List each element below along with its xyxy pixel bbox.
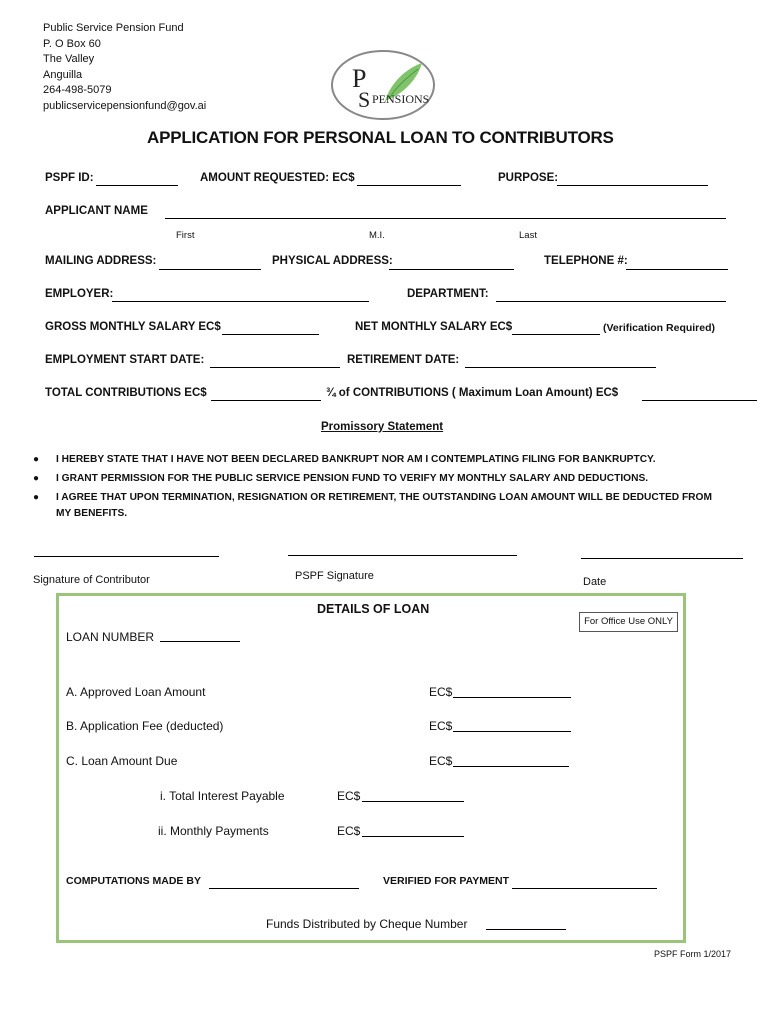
department-field[interactable] — [496, 301, 726, 302]
physical-address-field[interactable] — [389, 269, 514, 270]
first-name-caption: First — [176, 230, 195, 241]
cheque-number-field[interactable] — [486, 929, 566, 930]
mailing-address-field[interactable] — [159, 269, 261, 270]
bullet-icon: ● — [33, 454, 40, 465]
date-field[interactable] — [581, 558, 743, 559]
svg-text:PENSIONS: PENSIONS — [372, 92, 430, 106]
department-label: DEPARTMENT: — [407, 288, 489, 300]
total-contributions-label: TOTAL CONTRIBUTIONS EC$ — [45, 387, 207, 399]
employer-label: EMPLOYER: — [45, 288, 114, 300]
monthly-currency: EC$ — [337, 824, 361, 838]
address-line: Anguilla — [43, 68, 83, 81]
loan-amount-due-label: C. Loan Amount Due — [66, 754, 178, 768]
max-loan-label: ¾ of CONTRIBUTIONS ( Maximum Loan Amount) EC$ — [326, 387, 619, 399]
details-heading: DETAILS OF LOAN — [317, 602, 430, 616]
approved-amount-label: A. Approved Loan Amount — [66, 685, 206, 699]
address-line: P. O Box 60 — [43, 37, 101, 50]
start-date-field[interactable] — [210, 367, 340, 368]
purpose-field[interactable] — [557, 185, 708, 186]
gross-salary-field[interactable] — [222, 334, 319, 335]
promissory-item-continued: MY BENEFITS. — [56, 508, 128, 519]
address-line: 264-498-5079 — [43, 84, 112, 96]
fee-currency: EC$ — [429, 719, 453, 733]
max-loan-field[interactable] — [642, 400, 757, 401]
physical-address-label: PHYSICAL ADDRESS: — [272, 255, 393, 267]
employer-field[interactable] — [112, 301, 369, 302]
pspf-id-field[interactable] — [96, 185, 178, 186]
bullet-icon: ● — [33, 492, 40, 503]
approved-currency: EC$ — [429, 685, 453, 699]
telephone-field[interactable] — [626, 269, 728, 270]
approved-amount-field[interactable] — [453, 697, 571, 698]
monthly-payments-field[interactable] — [362, 836, 464, 837]
form-number: PSPF Form 1/2017 — [654, 949, 732, 959]
contributor-signature-field[interactable] — [34, 556, 219, 557]
svg-text:S: S — [358, 87, 371, 112]
address-line: Public Service Pension Fund — [43, 22, 184, 34]
pspf-signature-label: PSPF Signature — [295, 570, 374, 582]
applicant-name-field[interactable] — [165, 218, 726, 219]
cheque-number-label: Funds Distributed by Cheque Number — [266, 917, 468, 931]
total-interest-label: i. Total Interest Payable — [160, 789, 285, 803]
promissory-item: I AGREE THAT UPON TERMINATION, RESIGNATION OR RETIREMENT, THE OUTSTANDING LOAN AMOUNT WILL BE DEDUCTED FROM — [56, 492, 712, 503]
page-title: APPLICATION FOR PERSONAL LOAN TO CONTRIBUTORS — [147, 128, 614, 147]
details-of-loan-box — [56, 593, 686, 943]
address-block — [43, 21, 206, 114]
total-contributions-field[interactable] — [211, 400, 321, 401]
pspf-id-label: PSPF ID: — [45, 172, 94, 184]
verified-field[interactable] — [512, 888, 657, 889]
retirement-date-field[interactable] — [465, 367, 656, 368]
amount-requested-label: AMOUNT REQUESTED: EC$ — [200, 172, 355, 184]
last-name-caption: Last — [519, 230, 537, 241]
telephone-label: TELEPHONE #: — [544, 255, 628, 267]
amount-requested-field[interactable] — [357, 185, 461, 186]
due-currency: EC$ — [429, 754, 453, 768]
date-label: Date — [583, 576, 607, 588]
retirement-date-label: RETIREMENT DATE: — [347, 354, 460, 366]
applicant-name-label: APPLICANT NAME — [45, 205, 148, 217]
bullet-icon: ● — [33, 473, 40, 484]
loan-number-label: LOAN NUMBER — [66, 630, 155, 644]
promissory-heading: Promissory Statement — [321, 421, 444, 433]
pspf-signature-field[interactable] — [288, 555, 517, 556]
address-line: publicservicepensionfund@gov.ai — [43, 99, 207, 112]
loan-amount-due-field[interactable] — [453, 766, 569, 767]
start-date-label: EMPLOYMENT START DATE: — [45, 354, 205, 366]
verified-label: VERIFIED FOR PAYMENT — [383, 875, 510, 887]
computations-field[interactable] — [209, 888, 359, 889]
pspensions-logo — [330, 49, 436, 121]
mailing-address-label: MAILING ADDRESS: — [45, 255, 157, 267]
purpose-label: PURPOSE: — [498, 172, 559, 184]
address-line: The Valley — [43, 53, 95, 65]
promissory-item: I HEREBY STATE THAT I HAVE NOT BEEN DECLARED BANKRUPT NOR AM I CONTEMPLATING FILING FOR BANKRUPTCY. — [56, 454, 656, 465]
contributor-signature-label: Signature of Contributor — [33, 574, 150, 586]
total-interest-field[interactable] — [362, 801, 464, 802]
verification-note: (Verification Required) — [603, 322, 716, 334]
application-fee-label: B. Application Fee (deducted) — [66, 719, 224, 733]
middle-initial-caption: M.I. — [369, 230, 385, 241]
application-fee-field[interactable] — [453, 731, 571, 732]
interest-currency: EC$ — [337, 789, 361, 803]
office-use-badge: For Office Use ONLY — [579, 612, 678, 632]
svg-text:P: P — [352, 64, 367, 93]
net-salary-field[interactable] — [512, 334, 600, 335]
net-salary-label: NET MONTHLY SALARY EC$ — [355, 321, 513, 333]
promissory-item: I GRANT PERMISSION FOR THE PUBLIC SERVICE PENSION FUND TO VERIFY MY MONTHLY SALARY AND DEDUCTIONS. — [56, 473, 649, 484]
computations-label: COMPUTATIONS MADE BY — [66, 875, 201, 887]
gross-salary-label: GROSS MONTHLY SALARY EC$ — [45, 321, 221, 333]
monthly-payments-label: ii. Monthly Payments — [158, 824, 269, 838]
loan-number-field[interactable] — [160, 641, 240, 642]
